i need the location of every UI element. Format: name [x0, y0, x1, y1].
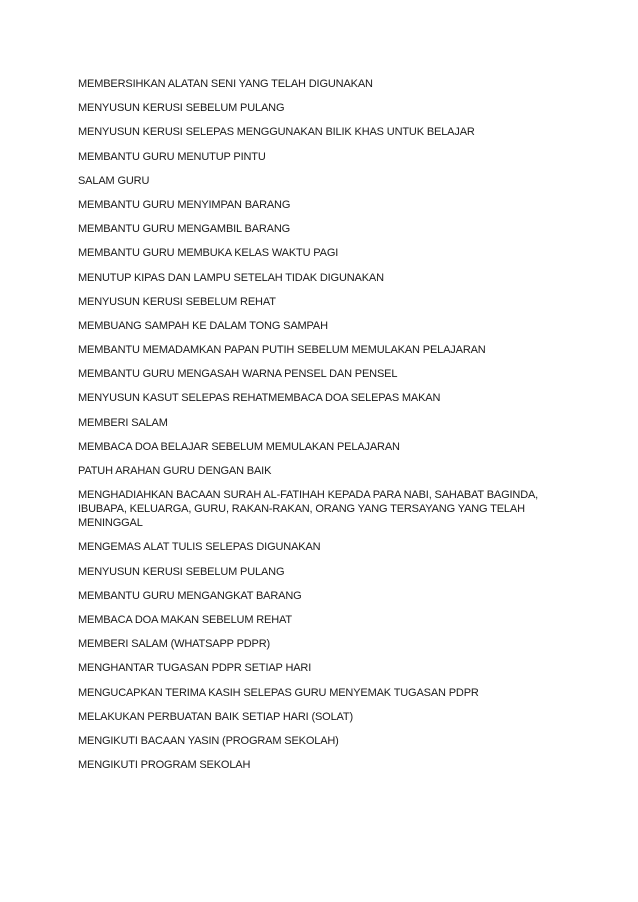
list-item-text: PATUH ARAHAN GURU DENGAN BAIK: [78, 465, 272, 477]
list-item-text: MENGIKUTI BACAAN YASIN (PROGRAM SEKOLAH): [78, 734, 339, 747]
list-item-text: MEMBERSIHKAN ALATAN SENI YANG TELAH DIGUNAKAN: [78, 78, 373, 90]
list-item: [78, 686, 578, 700]
list-item: [78, 637, 578, 651]
list-item: [78, 391, 578, 405]
list-item: [78, 222, 578, 236]
list-item-text: MENYUSUN KERUSI SEBELUM REHAT: [78, 295, 276, 308]
list-item: [78, 367, 578, 381]
list-item: [78, 416, 578, 430]
list-item: [78, 174, 578, 188]
list-item-text: MENGHANTAR TUGASAN PDPR SETIAP HARI: [78, 662, 312, 675]
list-item-text: MELAKUKAN PERBUATAN BAIK SETIAP HARI (SOLAT): [78, 710, 353, 723]
list-item: [78, 710, 578, 724]
list-item-text: MEMBANTU GURU MEMBUKA KELAS WAKTU PAGI: [78, 247, 339, 260]
list-item: [78, 77, 578, 91]
list-item: [78, 488, 578, 530]
list-item-text: MENGUCAPKAN TERIMA KASIH SELEPAS GURU MENYEMAK TUGASAN PDPR: [78, 686, 479, 699]
list-item-text: MENUTUP KIPAS DAN LAMPU SETELAH TIDAK DIGUNAKAN: [78, 271, 384, 284]
list-item-text: MEMBANTU GURU MENGAMBIL BARANG: [78, 223, 291, 236]
list-item-text: MEMBANTU MEMADAMKAN PAPAN PUTIH SEBELUM MEMULAKAN PELAJARAN: [78, 344, 486, 357]
list-item-text: MENGEMAS ALAT TULIS SELEPAS DIGUNAKAN: [78, 541, 321, 554]
list-item-text: MEMBANTU GURU MENUTUP PINTU: [78, 150, 266, 163]
list-item-text: MENYUSUN KERUSI SEBELUM PULANG: [78, 102, 285, 115]
list-item: [78, 101, 578, 115]
list-item: [78, 343, 578, 357]
list-item-text: MEMBANTU GURU MENYIMPAN BARANG: [78, 198, 291, 211]
list-item-text: MEMBACA DOA MAKAN SEBELUM REHAT: [78, 613, 292, 626]
list-item: [78, 150, 578, 164]
list-item-text: MENYUSUN KERUSI SELEPAS MENGGUNAKAN BILIK KHAS UNTUK BELAJAR: [78, 126, 475, 139]
list-item-text: MEMBACA DOA BELAJAR SEBELUM MEMULAKAN PELAJARAN: [78, 440, 400, 453]
list-item: [78, 589, 578, 603]
list-item-text: MEMBERI SALAM: [78, 416, 168, 429]
list-item-text: MENGIKUTI PROGRAM SEKOLAH: [78, 759, 251, 772]
list-item-text: MEMBUANG SAMPAH KE DALAM TONG SAMPAH: [78, 319, 328, 332]
list-item: [78, 440, 578, 454]
list-item-text: MENYUSUN KERUSI SEBELUM PULANG: [78, 565, 285, 578]
list-item-text: MEMBANTU GURU MENGASAH WARNA PENSEL DAN PENSEL: [78, 368, 398, 381]
list-item: [78, 319, 578, 333]
list-item: [78, 661, 578, 675]
list-item: [78, 246, 578, 260]
list-item: [78, 198, 578, 212]
list-item: [78, 125, 578, 139]
list-item-text: MEMBANTU GURU MENGANGKAT BARANG: [78, 589, 302, 602]
list-item-text: MENGHADIAHKAN BACAAN SURAH AL-FATIHAH KEPADA PARA NABI, SAHABAT BAGINDA, IBUBAPA, KELUARGA, GURU, RAKAN-RAKAN, ORANG YANG TERSAYANG YANG TELAH MENINGGAL: [78, 489, 539, 530]
list-item-text: MEMBERI SALAM (WHATSAPP PDPR): [78, 638, 271, 651]
list-item: [78, 613, 578, 627]
list-item: [78, 464, 578, 478]
list-item-text: MENYUSUN KASUT SELEPAS REHATMEMBACA DOA SELEPAS MAKAN: [78, 392, 441, 405]
list-item-text: SALAM GURU: [78, 174, 150, 187]
list-item: [78, 734, 578, 748]
list-item: [78, 565, 578, 579]
list-item: [78, 271, 578, 285]
list-item: [78, 540, 578, 554]
list-item: [78, 295, 578, 309]
activity-list: [78, 77, 578, 782]
list-item: [78, 758, 578, 772]
